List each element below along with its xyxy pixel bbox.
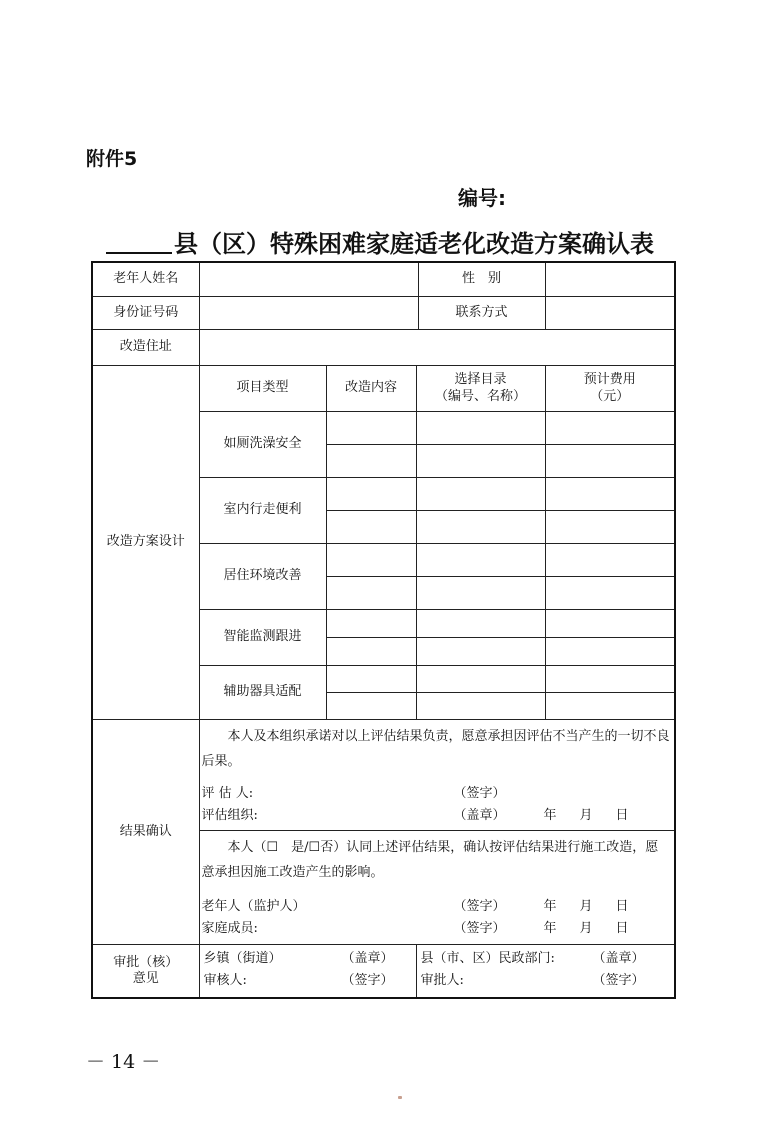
address-field[interactable]	[199, 330, 675, 366]
assessor-org-seal-label: （盖章）	[453, 808, 506, 823]
approver-sign-label: （签字）	[592, 972, 645, 988]
title-text: 县（区）特殊困难家庭适老化改造方案确认表	[174, 229, 654, 258]
approver-label: 审批人:	[420, 972, 464, 988]
catalog-cell[interactable]	[416, 511, 545, 544]
catalog-cell[interactable]	[416, 478, 545, 511]
year-label: 年	[543, 899, 557, 914]
category-toilet-bath: 如厕洗澡安全	[199, 412, 326, 478]
col-header-catalog	[416, 366, 545, 412]
elder-guardian-label: 老年人（监护人）	[201, 899, 306, 914]
year-label: 年	[543, 921, 557, 936]
county-dept-label: 县（市、区）民政部门:	[420, 950, 555, 966]
catalog-cell[interactable]	[416, 445, 545, 478]
confirm-section-label: 结果确认	[92, 720, 199, 945]
month-label: 月	[579, 899, 593, 914]
scan-speck	[398, 1096, 402, 1099]
gender-label: 性 别	[462, 271, 502, 287]
cost-cell[interactable]	[545, 412, 675, 445]
day-label: 日	[615, 899, 629, 914]
id-number-field[interactable]	[200, 297, 419, 329]
elder-consent-text: 本人（☐ 是/☐否）认同上述评估结果，确认按评估结果进行施工改造，愿意承担因施工改造产生的影响。	[201, 840, 659, 880]
town-approval-cell	[199, 945, 416, 998]
design-section-label: 改造方案设计	[92, 366, 199, 720]
serial-number-label: 编号:	[458, 186, 506, 210]
catalog-header-line1: 选择目录	[454, 372, 507, 388]
elder-name-field[interactable]	[200, 263, 419, 296]
content-cell[interactable]	[326, 412, 416, 445]
cost-cell[interactable]	[545, 610, 675, 638]
category-assistive-devices: 辅助器具适配	[199, 666, 326, 720]
assessment-commitment-text: 本人及本组织承诺对以上评估结果负责，愿意承担因评估不当产生的一切不良后果。	[201, 729, 670, 769]
content-cell[interactable]	[326, 544, 416, 577]
elder-name-label: 老年人姓名	[92, 262, 199, 297]
catalog-cell[interactable]	[416, 638, 545, 666]
family-member-label: 家庭成员:	[201, 921, 258, 936]
reviewer-sign-label: （签字）	[341, 972, 394, 988]
cost-cell[interactable]	[545, 511, 675, 544]
col-header-type: 项目类型	[199, 366, 326, 412]
confirmation-form-table	[91, 261, 676, 999]
content-cell[interactable]	[326, 511, 416, 544]
cost-cell[interactable]	[545, 544, 675, 577]
catalog-cell[interactable]	[416, 610, 545, 638]
county-blank-line[interactable]	[106, 228, 172, 254]
page-number: － 14 －	[86, 1051, 161, 1073]
assessor-sign-label: （签字）	[453, 786, 506, 801]
content-cell[interactable]	[326, 638, 416, 666]
gender-field[interactable]	[545, 262, 675, 297]
approval-label-line1: 审批（核）	[113, 954, 179, 970]
year-label: 年	[543, 808, 557, 823]
elder-sign-label: （签字）	[453, 899, 506, 914]
catalog-cell[interactable]	[416, 693, 545, 720]
town-seal-label: （盖章）	[341, 950, 394, 966]
col-header-cost	[545, 366, 675, 412]
approval-section-label	[92, 945, 199, 998]
county-approval-cell	[416, 945, 675, 998]
address-label: 改造住址	[92, 330, 199, 366]
content-cell[interactable]	[326, 666, 416, 693]
catalog-cell[interactable]	[416, 577, 545, 610]
assessment-commitment-block	[199, 720, 675, 831]
assessor-org-label: 评估组织:	[201, 808, 258, 823]
contact-field[interactable]	[545, 297, 675, 330]
cost-cell[interactable]	[545, 445, 675, 478]
cost-cell[interactable]	[545, 638, 675, 666]
month-label: 月	[579, 921, 593, 936]
reviewer-label: 审核人:	[203, 972, 247, 988]
content-cell[interactable]	[326, 478, 416, 511]
attachment-label: 附件5	[86, 148, 138, 170]
content-cell[interactable]	[326, 693, 416, 720]
assessor-label: 评 估 人:	[201, 786, 254, 801]
category-indoor-walking: 室内行走便利	[199, 478, 326, 544]
day-label: 日	[615, 808, 629, 823]
catalog-cell[interactable]	[416, 544, 545, 577]
day-label: 日	[615, 921, 629, 936]
content-cell[interactable]	[326, 445, 416, 478]
content-cell[interactable]	[326, 610, 416, 638]
cost-cell[interactable]	[545, 478, 675, 511]
cost-cell[interactable]	[545, 666, 675, 693]
form-title	[106, 224, 654, 259]
col-header-content: 改造内容	[326, 366, 416, 412]
id-number-label: 身份证号码	[92, 297, 199, 330]
town-label: 乡镇（街道）	[203, 950, 282, 966]
cost-cell[interactable]	[545, 577, 675, 610]
cost-header-line2: （元）	[590, 388, 630, 404]
catalog-cell[interactable]	[416, 666, 545, 693]
category-smart-monitoring: 智能监测跟进	[199, 610, 326, 666]
content-cell[interactable]	[326, 577, 416, 610]
catalog-cell[interactable]	[416, 412, 545, 445]
catalog-header-line2: （编号、名称）	[435, 388, 527, 404]
contact-label: 联系方式	[455, 304, 508, 320]
cost-cell[interactable]	[545, 693, 675, 720]
category-living-environment: 居住环境改善	[199, 544, 326, 610]
approval-label-line2: 意见	[132, 970, 159, 986]
elder-consent-block	[199, 831, 675, 945]
month-label: 月	[579, 808, 593, 823]
county-seal-label: （盖章）	[592, 950, 645, 966]
cost-header-line1: 预计费用	[583, 372, 636, 388]
family-sign-label: （签字）	[453, 921, 506, 936]
